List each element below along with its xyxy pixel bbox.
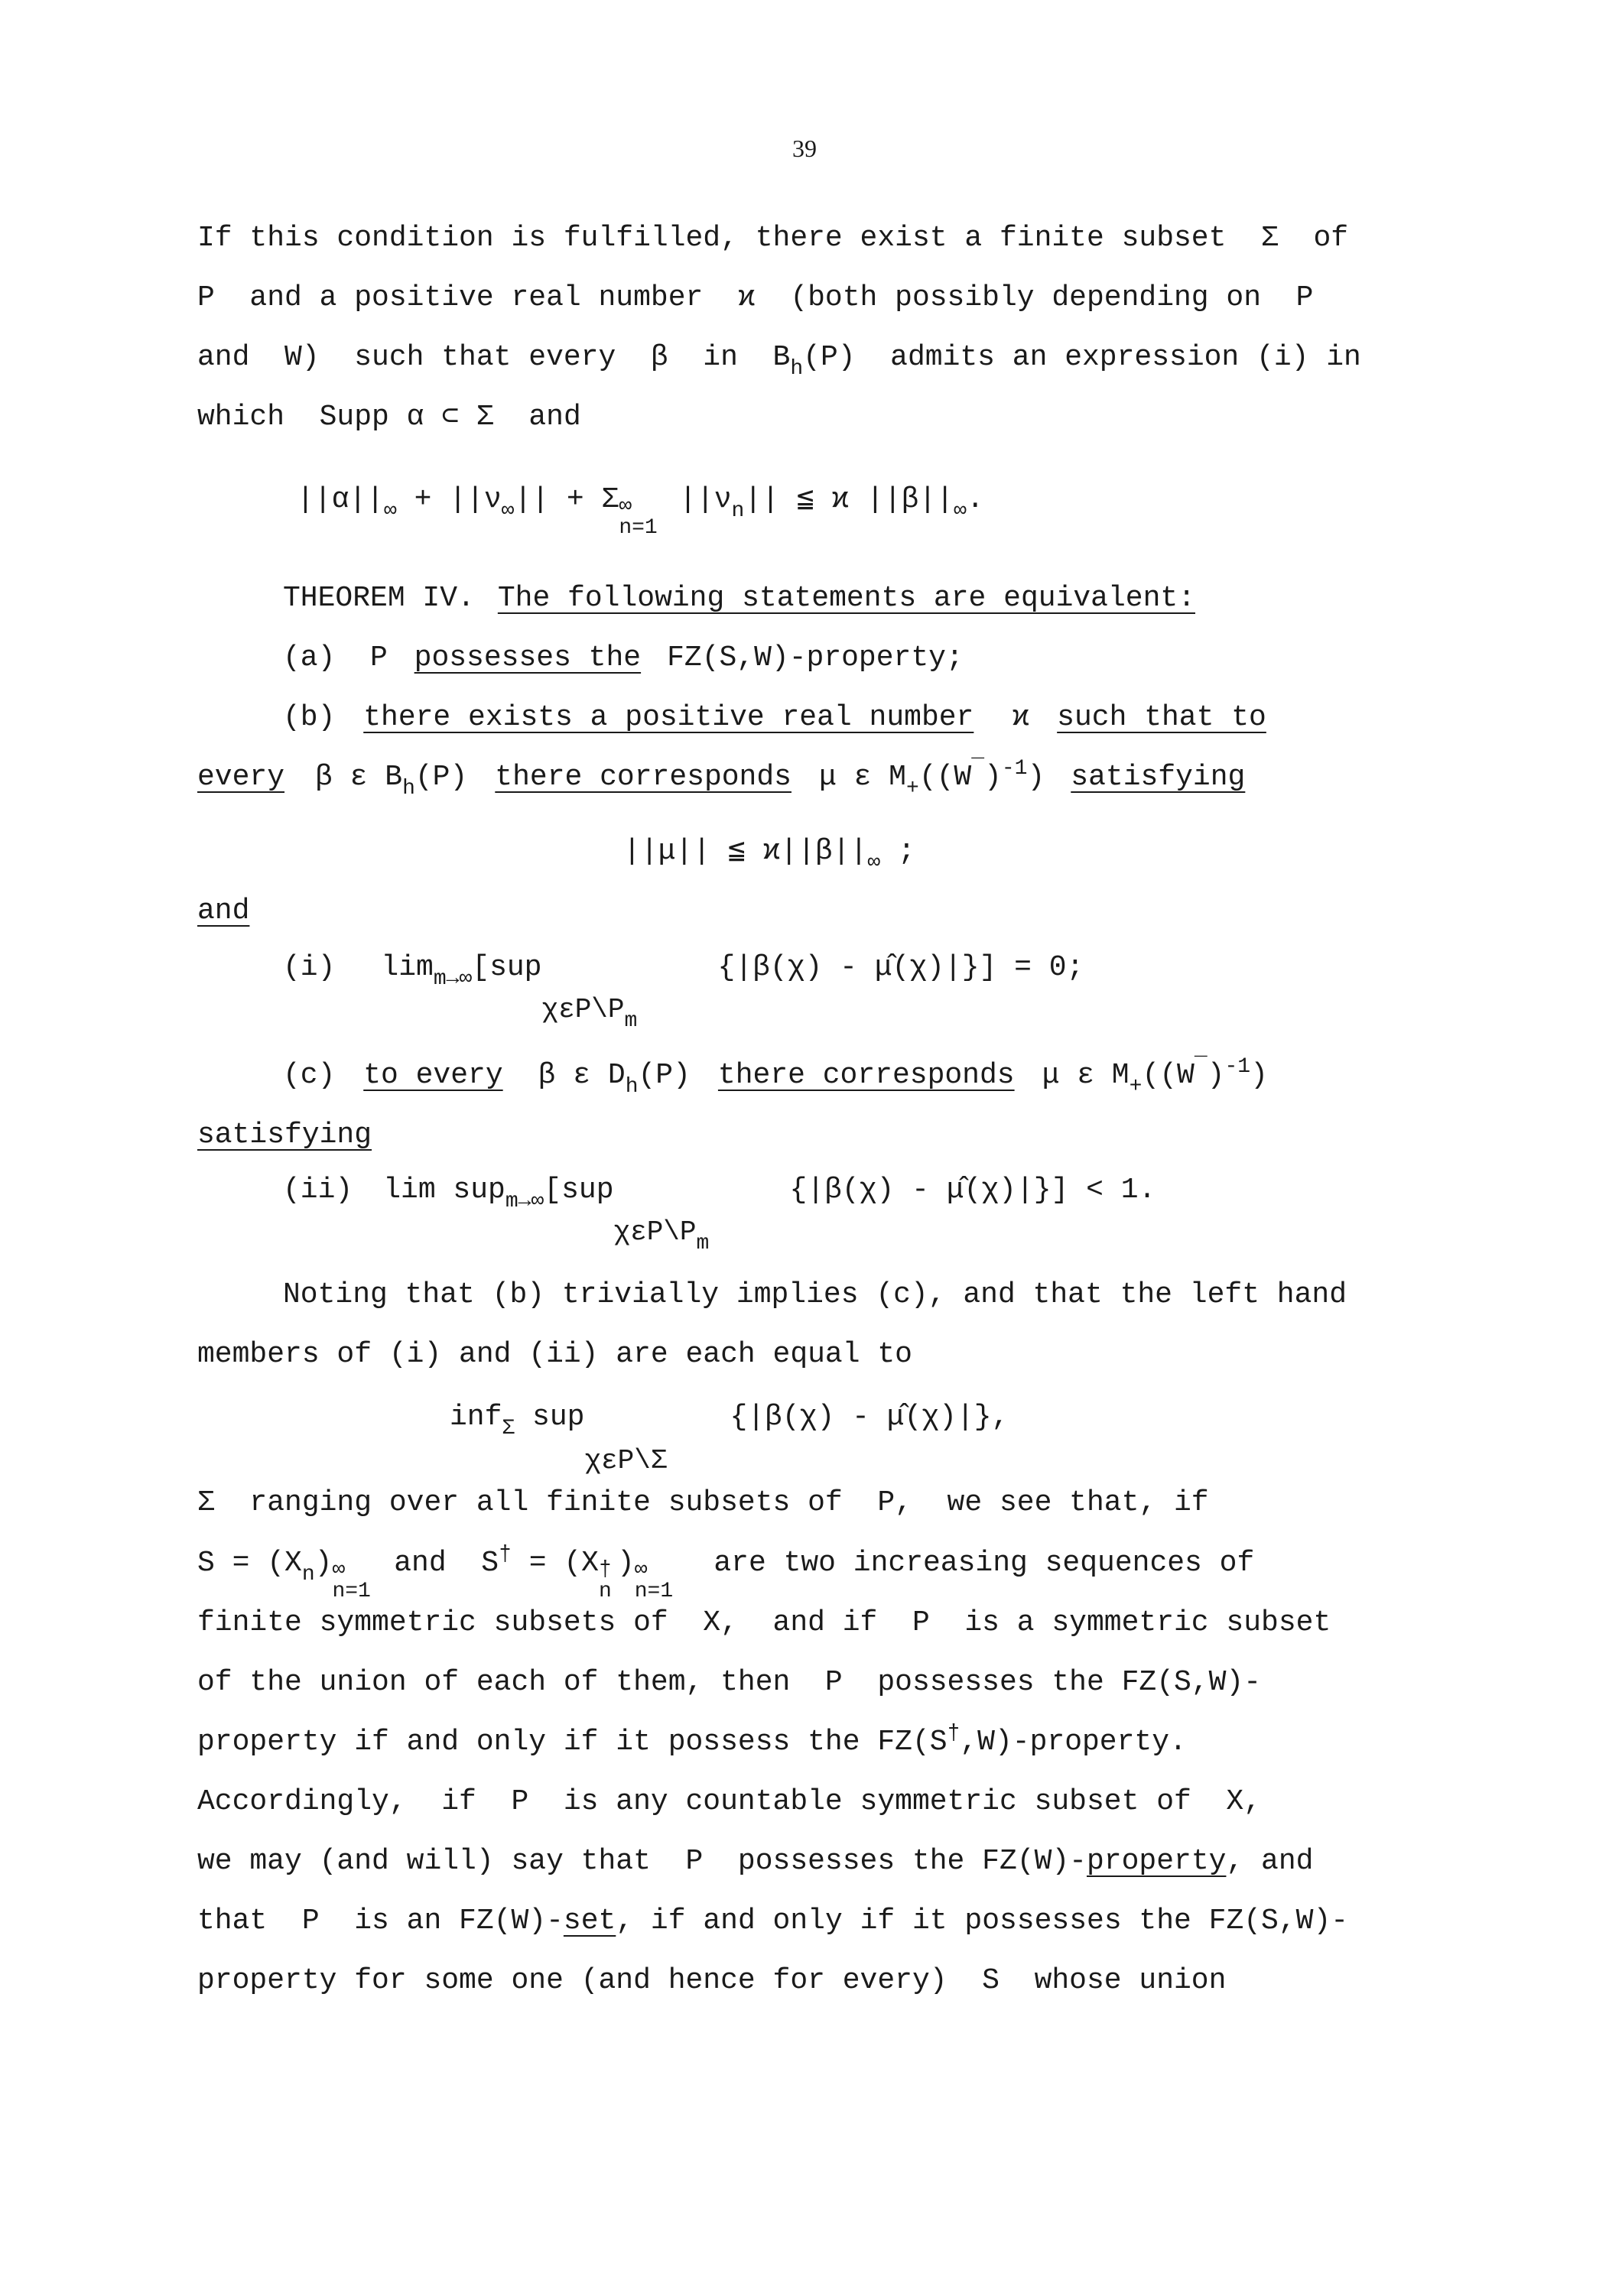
item-b: (b) there exists a positive real number ϰ such that to [283, 701, 1266, 734]
equation-mu-bound: ||μ|| ≦ $ϰ||\beta||_\infty$ ; [623, 835, 915, 875]
satisfying-word: satisfying [197, 1119, 372, 1151]
text-line: that P is an FZ(W)-set, if and only if it possesses the FZ(S,W)- [197, 1905, 1349, 1937]
text-line: property for some one (and hence for every) S whose union [197, 1964, 1227, 1997]
text-line: Noting that (b) trivially implies (c), and that the left hand [283, 1278, 1347, 1311]
text-line: members of (i) and (ii) are each equal to [197, 1338, 912, 1371]
text-line: Σ ranging over all finite subsets of P, we see that, if [197, 1486, 1209, 1519]
text-line: If this condition is fulfilled, there exist a finite subset Σ of [197, 222, 1349, 255]
item-a: (a) P possesses the FZ(S,W)-property; [283, 641, 964, 674]
item-c: (c) to every β ε $D_h(P)$ there corresponds μ ε $M_+((W^‾)^{-1})$ [283, 1055, 1268, 1099]
page-number: 39 [792, 135, 817, 162]
equation-norm-bound: $||\alpha||_\infty + ||\nu_\infty|| + \Sigma$ ∞ n=1 $||\nu_n||$ ≦ ϰ $||\beta||_\infty$. [297, 483, 984, 540]
text-line: we may (and will) say that P possesses the FZ(W)-property, and [197, 1845, 1314, 1878]
text-line: P and a positive real number ϰ (both possibly depending on P [197, 281, 1314, 314]
text-line: Accordingly, if P is any countable symmetric subset of X, [197, 1785, 1262, 1818]
text-line: and W) such that every β in $B_h(P)$ admits an expression (i) in [197, 341, 1361, 381]
theorem-heading: THEOREM IV. The following statements are equivalent: [283, 582, 1195, 615]
item-b-cont: every β ε $B_h(P)$ there corresponds μ ε $M_+((W^‾)^{-1})$ satisfying [197, 757, 1246, 801]
text-line: which Supp α ⊂ Σ and [197, 401, 581, 434]
condition-i: (i) $\lim_{m\to\infty}[sup$ $\chi\varepsilon P\backslash P_m$ {|β(χ) - μ̂(χ)|}] = 0; [283, 951, 1084, 1033]
condition-ii: (ii) lim sup$_{m\to\infty}$[sup $\chi\varepsilon P\backslash P_m$ {|β(χ) - μ̂(χ)|}] < 1. [283, 1174, 1156, 1255]
equation-inf-sup: inf$_\Sigma$ sup χεP\Σ {|β(χ) - μ̂(χ)|}, [450, 1401, 1009, 1476]
and-word: and [197, 895, 250, 927]
text-line: property if and only if it possess the FZ(S†,W)-property. [197, 1722, 1187, 1759]
text-line: finite symmetric subsets of X, and if P is a symmetric subset [197, 1606, 1331, 1639]
text-line: of the union of each of them, then P possesses the FZ(S,W)- [197, 1666, 1262, 1699]
text-line: $S = (X_n)$ ∞ n=1 and S† = (X † n ) ∞ n=1 are two increasing sequences of [197, 1543, 1255, 1603]
